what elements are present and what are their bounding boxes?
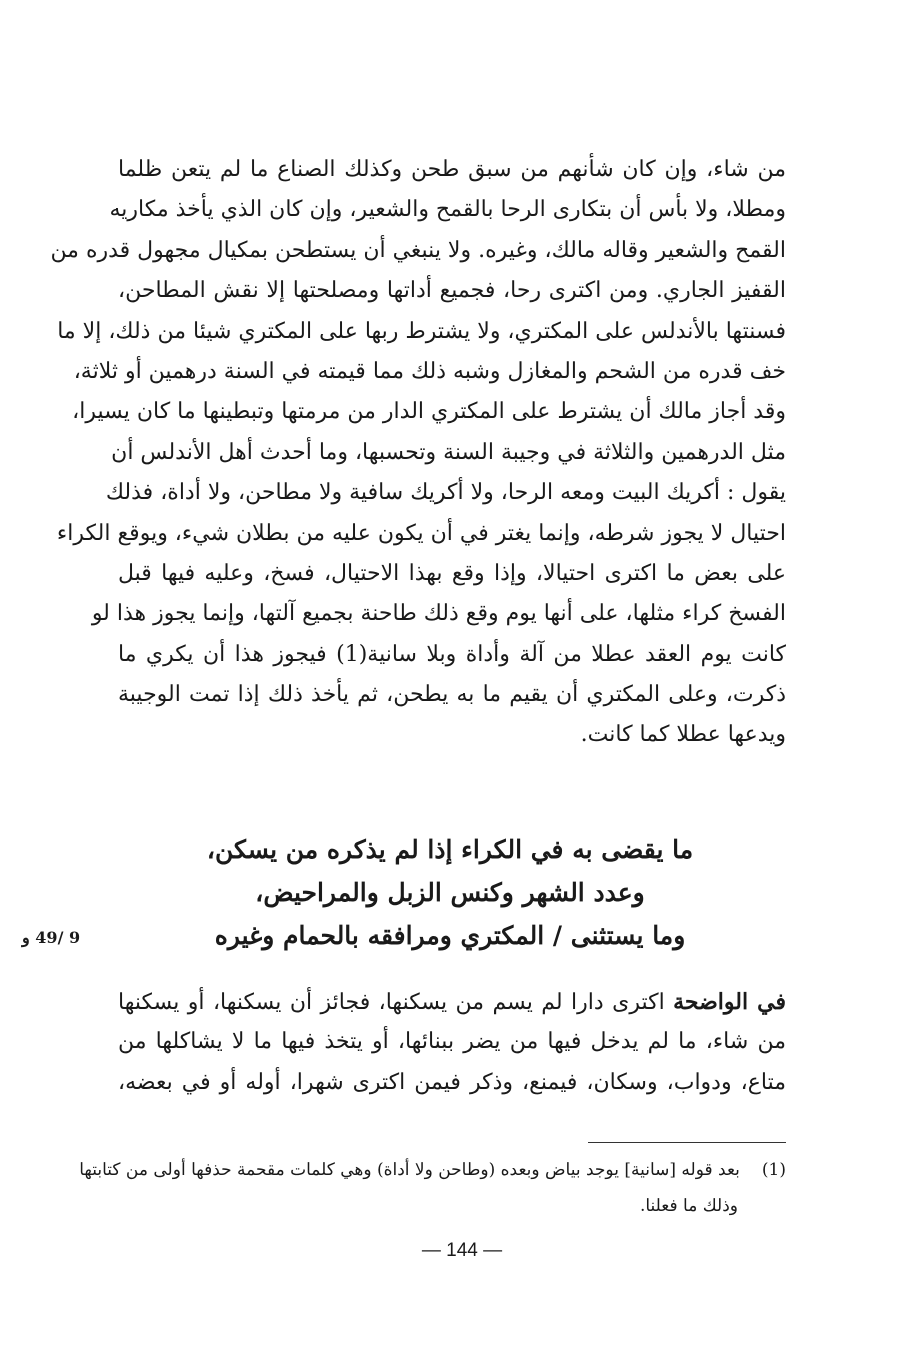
text-line: يقول : أكريك البيت ومعه الرحا، ولا أكريك سافية ولا مطاحن، ولا أداة، فذلك xyxy=(105,480,786,506)
text-line: مثل الدرهمين والثلاثة في وجيبة السنة وتحسبها، وما أحدث أهل الأندلس أن xyxy=(111,439,786,465)
page-number: — 144 — xyxy=(421,1240,503,1261)
text-line: وقد أجاز مالك أن يشترط على المكتري الدار من مرمتها وتبطينها ما كان يسيرا، xyxy=(72,399,786,425)
manuscript-folio-reference: 9 /49 و xyxy=(22,928,81,947)
footnotes xyxy=(79,1152,786,1224)
footnote-divider xyxy=(588,1142,786,1143)
footnote-line xyxy=(79,1152,786,1188)
source-title: في الواضحة xyxy=(673,989,786,1015)
text-run: اكترى دارا لم يسم من يسكنها، فجائز أن يسكنها، أو يسكنها xyxy=(118,990,674,1015)
text-line: ذكرت، وعلى المكتري أن يقيم ما به يطحن، ثم يأخذ ذلك إذا تمت الوجيبة xyxy=(118,682,786,708)
text-line: على بعض ما اكترى احتيالا، وإذا وقع بهذا الاحتيال، فسخ، وعليه فيها قبل xyxy=(118,560,786,586)
text-line: احتيال لا يجوز شرطه، وإنما يغتر في أن يكون عليه من بطلان شيء، ويوقع الكراء xyxy=(56,520,786,546)
text-line: القفيز الجاري. ومن اكترى رحا، فجميع أداتها ومصلحتها إلا نقش المطاحن، xyxy=(118,278,786,304)
text-line: متاع، ودواب، وسكان، فيمنع، وذكر فيمن اكترى شهرا، أوله أو في بعضه، xyxy=(118,1069,786,1095)
second-paragraph xyxy=(118,982,786,1103)
main-paragraph xyxy=(50,150,787,756)
footnote-number: (1) xyxy=(761,1160,786,1180)
text-line: خف قدره من الشحم والمغازل وشبه ذلك مما قيمته في السنة درهمين أو ثلاثة، xyxy=(73,358,786,384)
text-line: القمح والشعير وقاله مالك، وغيره. ولا ينبغي أن يستطحن بمكيال مجهول قدره من xyxy=(50,237,786,263)
text-line: كانت يوم العقد عطلا من آلة وأداة وبلا سانية(1) فيجوز هذا أن يكري ما xyxy=(118,641,787,667)
text-line: ويدعها عطلا كما كانت. xyxy=(580,722,786,748)
footnote-text: بعد قوله [سانية] يوجد بياض وبعده (وطاحن ولا أداة) وهي كلمات مقحمة حذفها أولى من كتابتها xyxy=(79,1160,740,1180)
text-line: فسنتها بالأندلس على المكتري، ولا يشترط ربها على المكتري شيئا من ذلك، إلا ما xyxy=(57,318,786,344)
section-heading xyxy=(150,828,750,957)
heading-line: وما يستثنى / المكتري ومرافقه بالحمام وغيره xyxy=(214,921,686,950)
footnote-line: وذلك ما فعلنا. xyxy=(639,1196,738,1216)
text-line: من شاء، وإن كان شأنهم من سبق طحن وكذلك الصناع ما لم يتعن ظلما xyxy=(118,157,786,182)
text-line: من شاء، ما لم يدخل فيها من يضر ببنائها، أو يتخذ فيها ما لا يشاكلها من xyxy=(118,1029,786,1055)
text-line: الفسخ كراء مثلها، على أنها يوم وقع ذلك طاحنة بجميع آلتها، وإنما يجوز هذا لو xyxy=(91,601,786,627)
text-line: ومطلا، ولا بأس أن بتكارى الرحا بالقمح والشعير، وإن كان الذي يأخذ مكاريه xyxy=(109,197,786,223)
text-line xyxy=(118,982,786,1022)
heading-line: وعدد الشهر وكنس الزبل والمراحيض، xyxy=(255,878,645,907)
heading-line: ما يقضى به في الكراء إذا لم يذكره من يسكن، xyxy=(206,835,694,864)
